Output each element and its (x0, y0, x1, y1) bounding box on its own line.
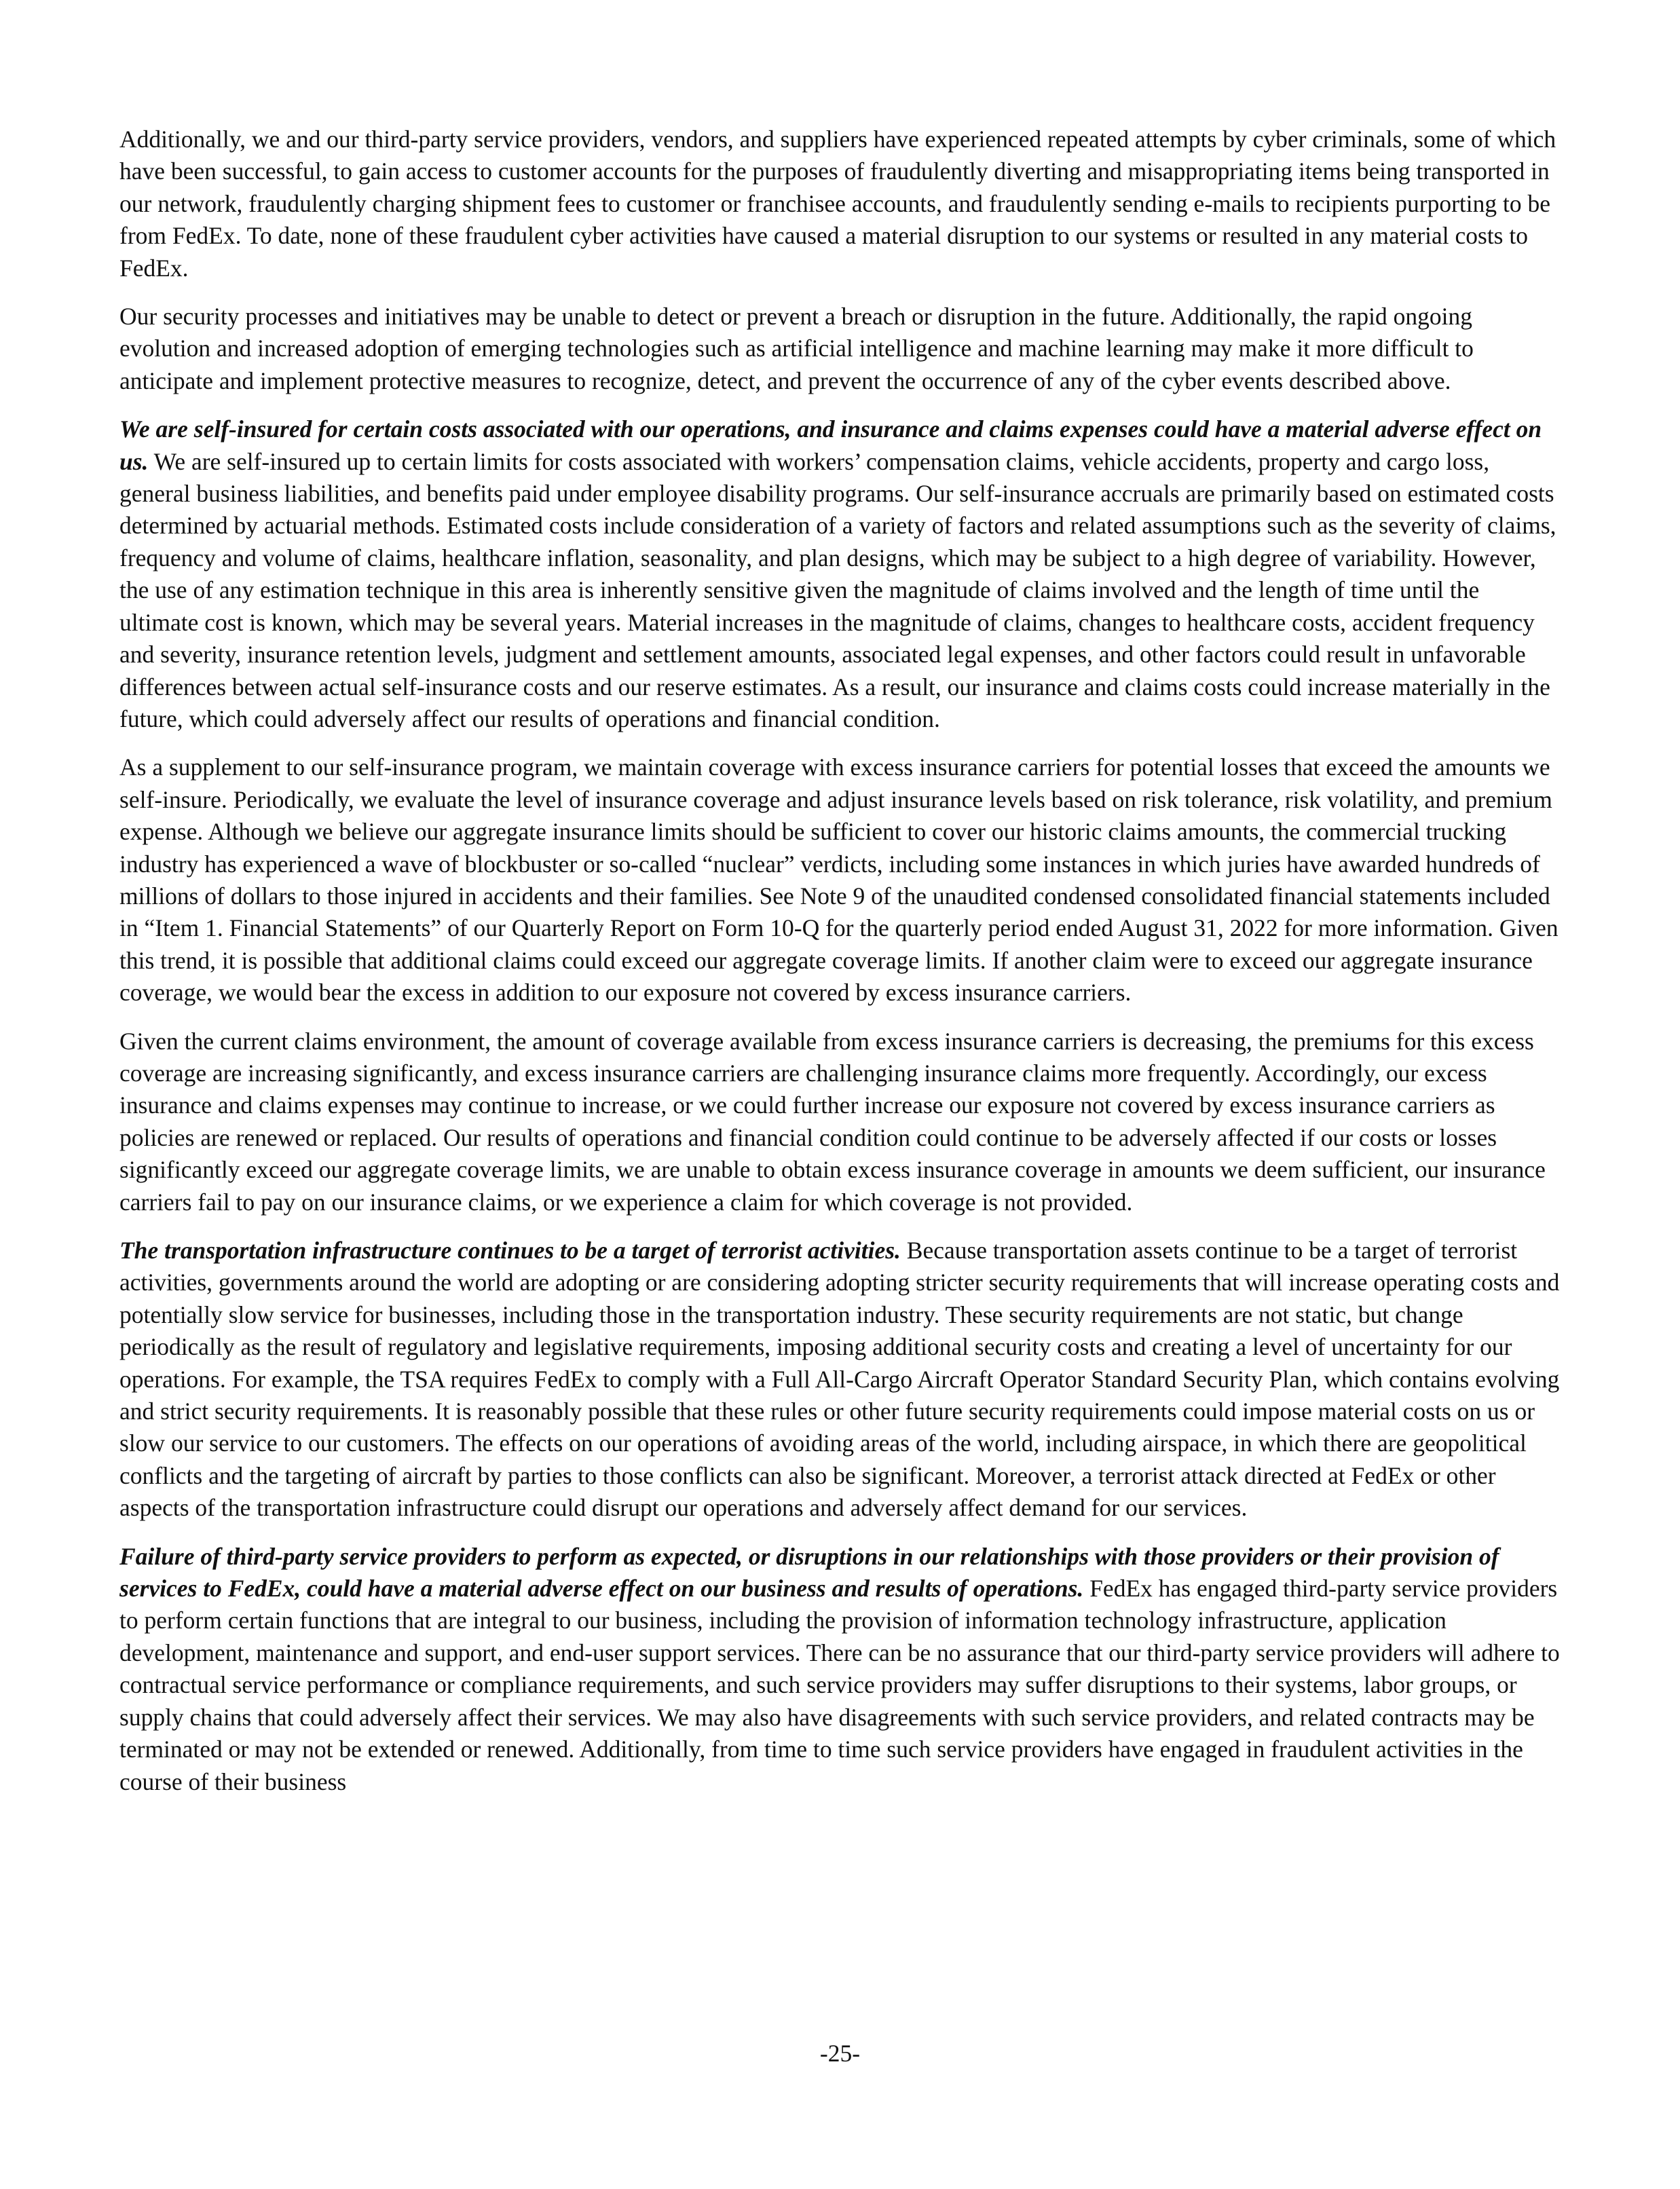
paragraph-text: We are self-insured up to certain limits for costs associated with workers’ compensation claims, vehicle accidents, property and cargo loss, general business liabilities, and benefits paid under employee disability programs. Our self-insurance accruals are primarily based on estimated costs determined by actuarial methods. Estimated costs include consideration of a variety of factors and related assumptions such as the severity of claims, frequency and volume of claims, healthcare inflation, seasonality, and plan designs, which may be subject to a high degree of variability. However, the use of any estimation technique in this area is inherently sensitive given the magnitude of claims involved and the length of time until the ultimate cost is known, which may be several years. Material increases in the magnitude of claims, changes to healthcare costs, accident frequency and severity, insurance retention levels, judgment and settlement amounts, associated legal expenses, and other factors could result in unfavorable differences between actual self-insurance costs and our reserve estimates. As a result, our insurance and claims costs could increase materially in the future, which could adversely affect our results of operations and financial condition. (119, 447, 1556, 732)
paragraph-heading: Failure of third-party service providers to perform as expected, or disruptions in our relationships with those providers or their provision of services to FedEx, could have a material adverse effect on our business and results of operations. (119, 1542, 1499, 1603)
paragraph-security-processes (119, 301, 1561, 397)
paragraph-terrorist-activities (119, 1235, 1561, 1524)
paragraph-excess-insurance (119, 751, 1561, 1009)
page-number: -25- (819, 2040, 861, 2067)
paragraph-text: Because transportation assets continue to be a target of terrorist activities, governments around the world are adopting or are considering adopting stricter security requirements that will increase operating costs and potentially slow service for businesses, including those in the transportation industry. These security requirements are not static, but change periodically as the result of regulatory and legislative requirements, imposing additional security costs and creating a level of uncertainty for our operations. For example, the TSA requires FedEx to comply with a Full All-Cargo Aircraft Operator Standard Security Plan, which contains evolving and strict security requirements. It is reasonably possible that these rules or other future security requirements could impose material costs on us or slow our service to our customers. The effects on our operations of avoiding areas of the world, including airspace, in which there are geopolitical conflicts and the targeting of aircraft by parties to those conflicts can also be significant. Moreover, a terrorist attack directed at FedEx or other aspects of the transportation infrastructure could disrupt our operations and adversely affect demand for our services. (119, 1237, 1560, 1522)
paragraph-heading: The transportation infrastructure continues to be a target of terrorist activities. (119, 1237, 901, 1264)
paragraph-heading: We are self-insured for certain costs associated with our operations, and insurance and claims expenses could have a material adverse effect on us. (119, 415, 1542, 475)
paragraph-cyber-fraud (119, 124, 1561, 284)
paragraph-third-party-providers (119, 1541, 1561, 1798)
paragraph-claims-environment (119, 1026, 1561, 1218)
paragraph-text: Additionally, we and our third-party service providers, vendors, and suppliers have experienced repeated attempts by cyber criminals, some of which have been successful, to gain access to customer accounts for the purposes of fraudulently diverting and misappropriating items being transported in our network, fraudulently charging shipment fees to customer or franchisee accounts, and fraudulently sending e-mails to recipients purporting to be from FedEx. To date, none of these fraudulent cyber activities have caused a material disruption to our systems or resulted in any material costs to FedEx. (119, 126, 1556, 282)
paragraph-text: FedEx has engaged third-party service providers to perform certain functions that are integral to our business, including the provision of information technology infrastructure, application development, maintenance and support, and end-user support services. There can be no assurance that our third-party service providers will adhere to contractual service performance or compliance requirements, and such service providers may suffer disruptions to their systems, labor groups, or supply chains that could adversely affect their services. We may also have disagreements with such service providers, and related contracts may be terminated or may not be extended or renewed. Additionally, from time to time such service providers have engaged in fraudulent activities in the course of their business (119, 1575, 1560, 1795)
paragraph-self-insurance (119, 413, 1561, 735)
document-body (119, 124, 1561, 1814)
paragraph-text: As a supplement to our self-insurance program, we maintain coverage with excess insurance carriers for potential losses that exceed the amounts we self-insure. Periodically, we evaluate the level of insurance coverage and adjust insurance levels based on risk tolerance, risk volatility, and premium expense. Although we believe our aggregate insurance limits should be sufficient to cover our historic claims amounts, the commercial trucking industry has experienced a wave of blockbuster or so-called “nuclear” verdicts, including some instances in which juries have awarded hundreds of millions of dollars to those injured in accidents and their families. See Note 9 of the unaudited condensed consolidated financial statements included in “Item 1. Financial Statements” of our Quarterly Report on Form 10-Q for the quarterly period ended August 31, 2022 for more information. Given this trend, it is possible that additional claims could exceed our aggregate coverage limits. If another claim were to exceed our aggregate insurance coverage, we would bear the excess in addition to our exposure not covered by excess insurance carriers. (119, 753, 1558, 1007)
paragraph-text: Our security processes and initiatives may be unable to detect or prevent a breach or disruption in the future. Additionally, the rapid ongoing evolution and increased adoption of emerging technologies such as artificial intelligence and machine learning may make it more difficult to anticipate and implement protective measures to recognize, detect, and prevent the occurrence of any of the cyber events described above. (119, 303, 1474, 394)
paragraph-text: Given the current claims environment, the amount of coverage available from excess insurance carriers is decreasing, the premiums for this excess coverage are increasing significantly, and excess insurance carriers are challenging insurance claims more frequently. Accordingly, our excess insurance and claims expenses may continue to increase, or we could further increase our exposure not covered by excess insurance carriers as policies are renewed or replaced. Our results of operations and financial condition could continue to be adversely affected if our costs or losses significantly exceed our aggregate coverage limits, we are unable to obtain excess insurance coverage in amounts we deem sufficient, our insurance carriers fail to pay on our insurance claims, or we experience a claim for which coverage is not provided. (119, 1027, 1546, 1216)
